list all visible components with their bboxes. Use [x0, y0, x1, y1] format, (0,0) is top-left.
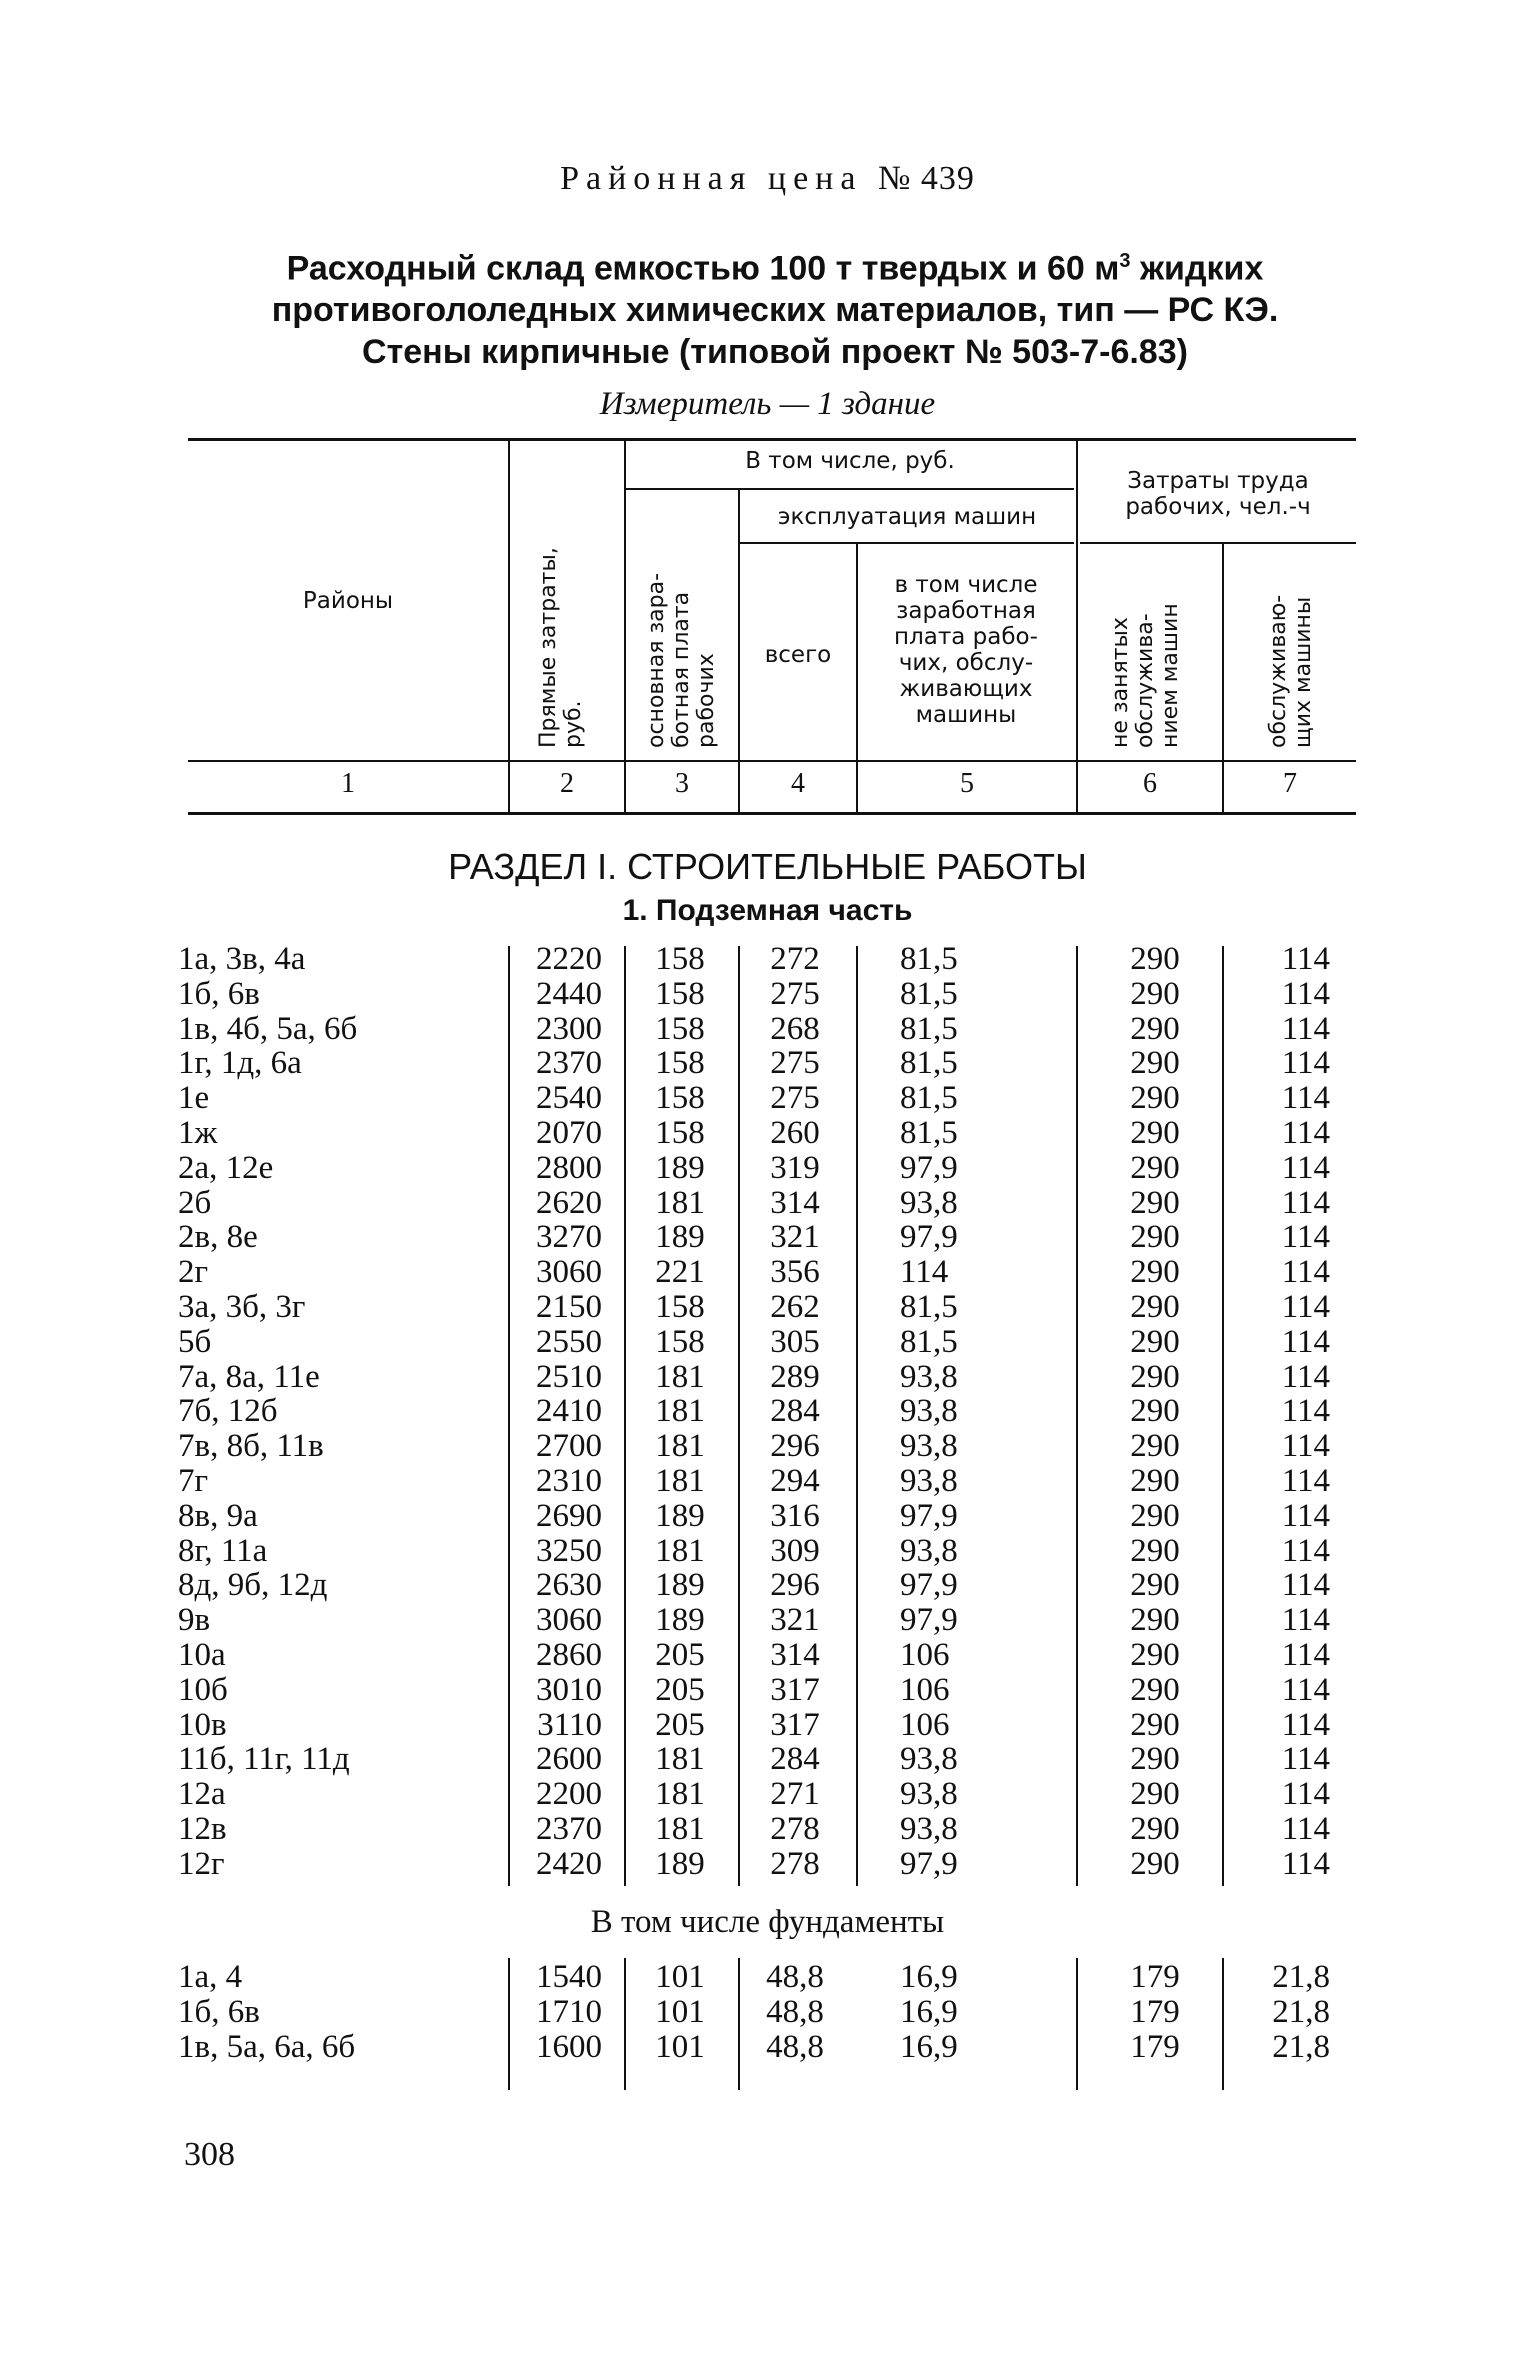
cell-direct-costs: 2550: [536, 1323, 602, 1360]
cell-direct-costs: 2370: [536, 1810, 602, 1847]
cell-labor-servicing: 114: [1281, 1219, 1330, 1256]
cell-direct-costs: 2510: [536, 1358, 602, 1395]
cell-machine-total: 284: [770, 1393, 820, 1430]
cell-region: 1г, 1д, 6а: [178, 1045, 302, 1082]
subtitle-line1-end: жидких: [1130, 249, 1264, 288]
subtitle-line3: Стены кирпичные (типовой проект № 503-7-6.83): [362, 333, 1188, 372]
table-row: [0, 1325, 1535, 1360]
cell-labor-servicing: 114: [1281, 1776, 1330, 1813]
cell-region: 1в, 5а, 6а, 6б: [178, 2028, 356, 2065]
cell-labor-servicing: 114: [1281, 1114, 1330, 1151]
cell-machine-wage: 81,5: [900, 1080, 958, 1117]
cell-region: 2а, 12е: [178, 1149, 274, 1186]
cell-machine-total: 275: [770, 1080, 820, 1117]
labor-underline: [1080, 542, 1356, 544]
cell-direct-costs: 1540: [536, 1959, 602, 1995]
cell-labor-servicing: 114: [1281, 1323, 1330, 1360]
cell-region: 10в: [178, 1706, 227, 1743]
cell-direct-costs: 2540: [536, 1080, 602, 1117]
cell-labor-servicing: 114: [1281, 1497, 1330, 1534]
cell-labor-not-servicing: 290: [1130, 1602, 1180, 1639]
hdr-labor-costs: Затраты труда рабочих, чел.-ч: [1125, 468, 1311, 520]
cell-region: 1ж: [178, 1114, 218, 1151]
cell-machine-total: 319: [770, 1149, 820, 1186]
cell-region: 7б, 12б: [178, 1393, 278, 1430]
colnum-1: 1: [341, 768, 355, 799]
table-row: [0, 1638, 1535, 1673]
cell-labor-not-servicing: 290: [1130, 1706, 1180, 1743]
cell-base-wage: 158: [655, 1080, 705, 1117]
subtitle-line2: противогололедных химических материалов, тип — РС КЭ.: [271, 291, 1279, 330]
cell-machine-total: 309: [770, 1532, 820, 1569]
cell-machine-total: 289: [770, 1358, 820, 1395]
cell-base-wage: 181: [655, 1532, 705, 1569]
cell-machine-total: 317: [770, 1671, 820, 1708]
cell-machine-wage: 97,9: [900, 1602, 958, 1639]
document-subtitle: [240, 240, 1310, 373]
cell-labor-servicing: 114: [1281, 1602, 1330, 1639]
cell-base-wage: 158: [655, 1010, 705, 1047]
cell-direct-costs: 3010: [536, 1671, 602, 1708]
cell-machine-total: 314: [770, 1184, 820, 1221]
cell-machine-total: 260: [770, 1114, 820, 1151]
cell-region: 12а: [178, 1776, 226, 1813]
cell-base-wage: 181: [655, 1184, 705, 1221]
cell-region: 1а, 3в, 4а: [178, 941, 306, 977]
cell-labor-not-servicing: 179: [1130, 1959, 1180, 1995]
cell-machine-wage: 81,5: [900, 941, 958, 977]
cell-machine-total: 278: [770, 1810, 820, 1847]
subtitle-line1: Расходный склад емкостью 100 т твердых и 60 м: [286, 249, 1120, 288]
main-rows: [0, 942, 1535, 1882]
section-title: РАЗДЕЛ I. СТРОИТЕЛЬНЫЕ РАБОТЫ: [448, 846, 1087, 887]
cell-region: 5б: [178, 1323, 212, 1360]
cell-region: 8в, 9а: [178, 1497, 258, 1534]
cell-machine-wage: 114: [900, 1254, 949, 1291]
table-row: [0, 1255, 1535, 1290]
cell-machine-wage: 93,8: [900, 1776, 958, 1813]
header-vline-1: [508, 440, 510, 812]
cell-labor-servicing: 114: [1281, 941, 1330, 977]
table-row: [0, 1499, 1535, 1534]
cell-machine-wage: 97,9: [900, 1149, 958, 1186]
cell-machine-total: 272: [770, 941, 820, 977]
cell-machine-wage: 97,9: [900, 1219, 958, 1256]
cell-machine-wage: 93,8: [900, 1184, 958, 1221]
page-heading: [0, 160, 1535, 198]
cell-base-wage: 158: [655, 1114, 705, 1151]
cell-base-wage: 181: [655, 1462, 705, 1499]
cell-direct-costs: 2620: [536, 1184, 602, 1221]
cell-machine-wage: 93,8: [900, 1810, 958, 1847]
cell-machine-wage: 81,5: [900, 975, 958, 1012]
cell-machine-wage: 93,8: [900, 1532, 958, 1569]
cell-region: 7а, 8а, 11е: [178, 1358, 320, 1395]
cell-direct-costs: 2220: [536, 941, 602, 977]
cell-base-wage: 189: [655, 1567, 705, 1604]
cell-labor-servicing: 114: [1281, 1080, 1330, 1117]
cell-direct-costs: 2690: [536, 1497, 602, 1534]
table-row: [0, 977, 1535, 1012]
cell-labor-servicing: 114: [1281, 1532, 1330, 1569]
cell-direct-costs: 2440: [536, 975, 602, 1012]
cell-labor-not-servicing: 290: [1130, 1149, 1180, 1186]
cell-machine-total: 356: [770, 1254, 820, 1291]
cell-region: 10б: [178, 1671, 228, 1708]
cell-machine-wage: 93,8: [900, 1428, 958, 1465]
table-row: [0, 1777, 1535, 1812]
cell-region: 7в, 8б, 11в: [178, 1428, 324, 1465]
cell-base-wage: 205: [655, 1636, 705, 1673]
cell-machine-total: 48,8: [766, 1993, 824, 2030]
cell-labor-not-servicing: 290: [1130, 1393, 1180, 1430]
cell-base-wage: 221: [655, 1254, 705, 1291]
subsection-title: 1. Подземная часть: [622, 894, 913, 927]
table-row: [0, 1464, 1535, 1499]
heading-number: № 439: [877, 160, 975, 197]
cell-base-wage: 181: [655, 1358, 705, 1395]
cell-machine-wage: 97,9: [900, 1845, 958, 1882]
cell-base-wage: 189: [655, 1845, 705, 1882]
header-bottom-rule: [188, 760, 1356, 762]
cell-region: 2в, 8е: [178, 1219, 258, 1256]
cell-base-wage: 181: [655, 1776, 705, 1813]
cell-labor-servicing: 114: [1281, 1254, 1330, 1291]
cell-labor-not-servicing: 290: [1130, 1497, 1180, 1534]
including-underline: [626, 488, 1074, 490]
colnum-5: 5: [960, 768, 974, 799]
table-row: [0, 1673, 1535, 1708]
header-vline-5: [1076, 440, 1078, 812]
hdr-base-wage: основная зара- ботная плата рабочих: [644, 572, 719, 748]
cell-labor-not-servicing: 290: [1130, 1045, 1180, 1082]
cell-machine-total: 316: [770, 1497, 820, 1534]
hdr-including: В том числе, руб.: [745, 448, 955, 474]
cell-labor-servicing: 114: [1281, 1845, 1330, 1882]
cell-labor-not-servicing: 179: [1130, 1993, 1180, 2030]
table-row: [0, 1960, 1535, 1995]
cell-direct-costs: 2700: [536, 1428, 602, 1465]
measure-unit: Измеритель — 1 здание: [599, 386, 936, 422]
table-row: [0, 942, 1535, 977]
cell-labor-not-servicing: 290: [1130, 1080, 1180, 1117]
table-row: [0, 1812, 1535, 1847]
cell-machine-wage: 106: [900, 1636, 950, 1673]
cell-labor-not-servicing: 290: [1130, 941, 1180, 977]
cell-direct-costs: 2300: [536, 1010, 602, 1047]
cell-labor-servicing: 114: [1281, 1706, 1330, 1743]
cell-labor-not-servicing: 290: [1130, 975, 1180, 1012]
cell-direct-costs: 3060: [536, 1602, 602, 1639]
heading-text: Районная цена: [560, 160, 863, 197]
cell-direct-costs: 3250: [536, 1532, 602, 1569]
cell-direct-costs: 2200: [536, 1776, 602, 1813]
cell-machine-total: 275: [770, 1045, 820, 1082]
page-number: 308: [184, 2136, 235, 2173]
cell-direct-costs: 1600: [536, 2028, 602, 2065]
hdr-total: всего: [764, 642, 832, 668]
cell-labor-not-servicing: 290: [1130, 1567, 1180, 1604]
cell-labor-not-servicing: 290: [1130, 1462, 1180, 1499]
cell-region: 2б: [178, 1184, 212, 1221]
machine-underline: [740, 542, 1074, 544]
table-row: [0, 1742, 1535, 1777]
cell-labor-not-servicing: 290: [1130, 1810, 1180, 1847]
cell-base-wage: 181: [655, 1741, 705, 1778]
table-row: [0, 1568, 1535, 1603]
cell-direct-costs: 2150: [536, 1288, 602, 1325]
cell-labor-servicing: 114: [1281, 1636, 1330, 1673]
table-row: [0, 1046, 1535, 1081]
cell-labor-not-servicing: 290: [1130, 1428, 1180, 1465]
cell-labor-not-servicing: 290: [1130, 1845, 1180, 1882]
foundation-rows: [0, 1960, 1535, 2064]
cell-direct-costs: 2070: [536, 1114, 602, 1151]
cell-base-wage: 181: [655, 1810, 705, 1847]
cell-direct-costs: 2370: [536, 1045, 602, 1082]
cell-base-wage: 189: [655, 1219, 705, 1256]
cell-base-wage: 158: [655, 975, 705, 1012]
cell-labor-servicing: 21,8: [1272, 2028, 1330, 2065]
cell-machine-total: 48,8: [766, 1959, 824, 1995]
cell-region: 1е: [178, 1080, 210, 1117]
cell-machine-wage: 97,9: [900, 1497, 958, 1534]
table-row: [0, 1534, 1535, 1569]
cell-machine-total: 294: [770, 1462, 820, 1499]
hdr-servicing: обслуживаю- щих машины: [1266, 594, 1316, 748]
cell-machine-total: 48,8: [766, 2028, 824, 2065]
colnum-6: 6: [1143, 768, 1157, 799]
cell-machine-wage: 16,9: [900, 1993, 958, 2030]
table-row: [0, 1081, 1535, 1116]
cell-base-wage: 158: [655, 1045, 705, 1082]
cell-direct-costs: 2630: [536, 1567, 602, 1604]
table-row: [0, 1151, 1535, 1186]
cell-labor-not-servicing: 290: [1130, 1323, 1180, 1360]
cell-base-wage: 205: [655, 1706, 705, 1743]
hdr-regions: Районы: [302, 588, 394, 614]
table-row: [0, 1360, 1535, 1395]
cell-direct-costs: 1710: [536, 1993, 602, 2030]
cell-machine-total: 271: [770, 1776, 820, 1813]
cell-machine-wage: 81,5: [900, 1323, 958, 1360]
cell-labor-not-servicing: 290: [1130, 1114, 1180, 1151]
cell-machine-wage: 106: [900, 1706, 950, 1743]
cell-direct-costs: 2420: [536, 1845, 602, 1882]
cell-labor-servicing: 114: [1281, 1671, 1330, 1708]
header-vline-2: [624, 440, 626, 812]
cell-base-wage: 189: [655, 1602, 705, 1639]
cell-machine-wage: 97,9: [900, 1567, 958, 1604]
table-row: [0, 1290, 1535, 1325]
cell-base-wage: 189: [655, 1149, 705, 1186]
cell-machine-total: 296: [770, 1428, 820, 1465]
cell-machine-total: 321: [770, 1602, 820, 1639]
cell-region: 8г, 11а: [178, 1532, 268, 1569]
hdr-machine-operation: эксплуатация машин: [777, 504, 1037, 530]
colnum-4: 4: [791, 768, 805, 799]
cell-labor-servicing: 114: [1281, 1428, 1330, 1465]
cell-region: 1б, 6в: [178, 1993, 260, 2030]
cell-base-wage: 181: [655, 1428, 705, 1465]
cell-labor-servicing: 114: [1281, 1184, 1330, 1221]
cell-region: 7г: [178, 1462, 209, 1499]
cell-machine-total: 278: [770, 1845, 820, 1882]
cell-base-wage: 205: [655, 1671, 705, 1708]
cell-labor-not-servicing: 179: [1130, 2028, 1180, 2065]
cell-machine-wage: 16,9: [900, 2028, 958, 2065]
cell-base-wage: 158: [655, 941, 705, 977]
cell-labor-not-servicing: 290: [1130, 1741, 1180, 1778]
cell-direct-costs: 3060: [536, 1254, 602, 1291]
colnum-3: 3: [675, 768, 689, 799]
cell-machine-total: 268: [770, 1010, 820, 1047]
cell-machine-total: 317: [770, 1706, 820, 1743]
table-row: [0, 1012, 1535, 1047]
hdr-not-servicing: не занятых обслужива- нием машин: [1108, 603, 1183, 748]
cell-region: 12в: [178, 1810, 227, 1847]
cell-region: 8д, 9б, 12д: [178, 1567, 328, 1604]
cell-labor-servicing: 114: [1281, 1149, 1330, 1186]
table-row: [0, 2030, 1535, 2065]
cell-labor-not-servicing: 290: [1130, 1010, 1180, 1047]
subtitle-sup: 3: [1119, 250, 1131, 272]
table-row: [0, 1220, 1535, 1255]
cell-region: 11б, 11г, 11д: [178, 1741, 350, 1778]
cell-machine-wage: 93,8: [900, 1462, 958, 1499]
cell-labor-servicing: 114: [1281, 975, 1330, 1012]
cell-labor-not-servicing: 290: [1130, 1671, 1180, 1708]
cell-machine-total: 314: [770, 1636, 820, 1673]
table-row: [0, 1708, 1535, 1743]
cell-labor-servicing: 114: [1281, 1045, 1330, 1082]
cell-machine-total: 284: [770, 1741, 820, 1778]
table-row: [0, 1995, 1535, 2030]
cell-region: 12г: [178, 1845, 225, 1882]
cell-labor-not-servicing: 290: [1130, 1254, 1180, 1291]
cell-labor-not-servicing: 290: [1130, 1776, 1180, 1813]
cell-machine-wage: 81,5: [900, 1114, 958, 1151]
cell-machine-wage: 93,8: [900, 1393, 958, 1430]
cell-labor-servicing: 114: [1281, 1288, 1330, 1325]
cell-labor-not-servicing: 290: [1130, 1219, 1180, 1256]
cell-direct-costs: 2860: [536, 1636, 602, 1673]
cell-labor-servicing: 21,8: [1272, 1959, 1330, 1995]
cell-machine-wage: 93,8: [900, 1358, 958, 1395]
cell-labor-not-servicing: 290: [1130, 1636, 1180, 1673]
cell-direct-costs: 2310: [536, 1462, 602, 1499]
cell-labor-not-servicing: 290: [1130, 1358, 1180, 1395]
cell-machine-wage: 16,9: [900, 1959, 958, 1995]
colnum-2: 2: [560, 768, 574, 799]
cell-machine-wage: 106: [900, 1671, 950, 1708]
table-row: [0, 1603, 1535, 1638]
table-row: [0, 1847, 1535, 1882]
cell-machine-wage: 81,5: [900, 1288, 958, 1325]
cell-direct-costs: 2410: [536, 1393, 602, 1430]
cell-region: 2г: [178, 1254, 209, 1291]
cell-base-wage: 101: [655, 1993, 705, 2030]
cell-machine-total: 321: [770, 1219, 820, 1256]
cell-region: 1б, 6в: [178, 975, 260, 1012]
cell-direct-costs: 3270: [536, 1219, 602, 1256]
colnum-bottom-rule: [188, 812, 1356, 815]
cell-labor-not-servicing: 290: [1130, 1532, 1180, 1569]
cell-region: 1в, 4б, 5а, 6б: [178, 1010, 358, 1047]
cell-labor-servicing: 21,8: [1272, 1993, 1330, 2030]
cell-direct-costs: 2800: [536, 1149, 602, 1186]
cell-machine-total: 275: [770, 975, 820, 1012]
table-row: [0, 1116, 1535, 1151]
cell-labor-servicing: 114: [1281, 1393, 1330, 1430]
table-row: [0, 1429, 1535, 1464]
cell-base-wage: 101: [655, 1959, 705, 1995]
cell-machine-total: 262: [770, 1288, 820, 1325]
cell-base-wage: 158: [655, 1323, 705, 1360]
cell-region: 3а, 3б, 3г: [178, 1288, 306, 1325]
foundations-title: В том числе фундаменты: [590, 1904, 945, 1940]
cell-labor-servicing: 114: [1281, 1567, 1330, 1604]
cell-labor-servicing: 114: [1281, 1462, 1330, 1499]
cell-base-wage: 189: [655, 1497, 705, 1534]
cell-labor-servicing: 114: [1281, 1810, 1330, 1847]
cell-machine-wage: 93,8: [900, 1741, 958, 1778]
cell-base-wage: 181: [655, 1393, 705, 1430]
cell-labor-servicing: 114: [1281, 1010, 1330, 1047]
cell-labor-not-servicing: 290: [1130, 1184, 1180, 1221]
cell-machine-total: 305: [770, 1323, 820, 1360]
hdr-direct-costs: Прямые затраты, руб.: [536, 547, 586, 748]
table-row: [0, 1186, 1535, 1221]
cell-machine-wage: 81,5: [900, 1045, 958, 1082]
cell-region: 1а, 4: [178, 1959, 243, 1995]
cell-base-wage: 158: [655, 1288, 705, 1325]
cell-labor-not-servicing: 290: [1130, 1288, 1180, 1325]
cell-labor-servicing: 114: [1281, 1741, 1330, 1778]
cell-region: 10а: [178, 1636, 226, 1673]
cell-region: 9в: [178, 1602, 211, 1639]
colnum-7: 7: [1283, 768, 1297, 799]
cell-machine-total: 296: [770, 1567, 820, 1604]
cell-labor-servicing: 114: [1281, 1358, 1330, 1395]
cell-direct-costs: 3110: [537, 1706, 602, 1743]
hdr-incl-wage-operators: в том числе заработная плата рабо- чих, обслу- живающих машины: [894, 572, 1038, 728]
cell-direct-costs: 2600: [536, 1741, 602, 1778]
table-row: [0, 1394, 1535, 1429]
header-top-rule: [188, 438, 1356, 441]
cell-base-wage: 101: [655, 2028, 705, 2065]
cell-machine-wage: 81,5: [900, 1010, 958, 1047]
